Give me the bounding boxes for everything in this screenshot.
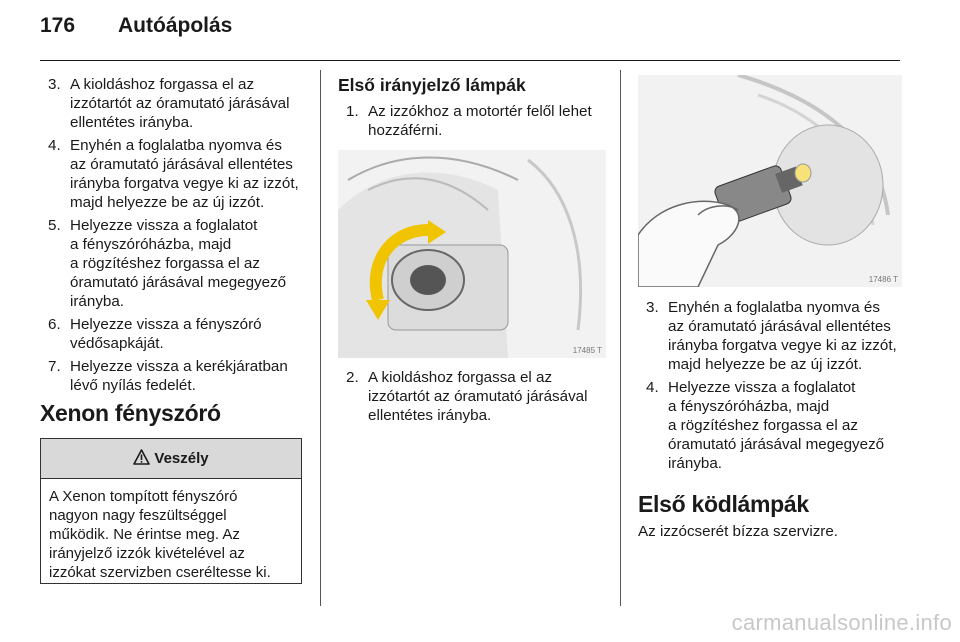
figure-code: 17486 T (868, 275, 898, 284)
section-heading-turn-signal: Első irányjelző lámpák (338, 75, 526, 95)
chapter-title: Autóápolás (118, 14, 233, 37)
fog-lamps-text: Az izzócserét bízza szervizre. (638, 523, 839, 540)
right-column (638, 298, 903, 541)
warning-box (40, 438, 302, 584)
warning-body: A Xenon tompított fényszóró nagyon nagy feszültséggel működik. Ne érintse meg. Az irányjelző izzók kivételével az izzókat szervizben cseréltesse ki. (49, 488, 271, 581)
warning-title: Veszély (154, 450, 209, 467)
middle-column (338, 75, 604, 144)
header-rule (40, 60, 900, 61)
warning-triangle-icon (133, 449, 150, 469)
list-item: 5. Helyezze vissza a foglalatot a fényszóróházba, majd a rögzítéshez forgassa el az óramutató járásával megegyező irányba. (48, 217, 287, 310)
column-divider-left (320, 70, 321, 606)
list-item: 7. Helyezze vissza a kerékjáratban lévő nyílás fedelét. (48, 358, 288, 394)
section-heading-fog-lamps: Első ködlámpák (638, 491, 809, 517)
list-item: 2. A kioldáshoz forgassa el az izzótartót az óramutató járásával ellentétes irányba. (346, 369, 588, 424)
illustration-bulb-holder (338, 150, 606, 358)
figure-turn-signal-bulb (338, 150, 606, 358)
middle-step-2-list (338, 368, 608, 425)
list-item: 1. Az izzókhoz a motortér felől lehet hozzáférni. (346, 103, 592, 139)
list-item: 4. Enyhén a foglalatba nyomva és az óramutató járásával ellentétes irányba forgatva vegye ki az izzót, majd helyezze be az új izzót. (48, 137, 299, 211)
page-number: 176 (40, 14, 76, 37)
list-item: 6. Helyezze vissza a fényszóró védősapkáját. (48, 316, 262, 352)
middle-step-2 (338, 368, 608, 429)
right-steps-list (638, 298, 903, 473)
figure-code: 17485 T (572, 346, 602, 355)
list-item: 3. Enyhén a foglalatba nyomva és az óramutató járásával ellentétes irányba forgatva vegye ki az izzót, majd helyezze be az új izzót. (646, 299, 897, 373)
middle-step-1-list (338, 102, 604, 140)
figure-bulb-removal (638, 75, 902, 287)
watermark: carmanualsonline.info (731, 610, 952, 635)
page-header (40, 14, 900, 42)
left-column (40, 75, 305, 399)
section-heading-xenon: Xenon fényszóró (40, 400, 221, 426)
list-item: 4. Helyezze vissza a foglalatot a fényszóróházba, majd a rögzítéshez forgassa el az óramutató járásával megegyező irányba. (646, 379, 885, 472)
warning-header (41, 439, 301, 479)
column-divider-right (620, 70, 621, 606)
illustration-hand-bulb (638, 75, 902, 287)
left-steps-list (40, 75, 305, 395)
list-item: 3. A kioldáshoz forgassa el az izzótartót az óramutató járásával ellentétes irányba. (48, 76, 290, 131)
